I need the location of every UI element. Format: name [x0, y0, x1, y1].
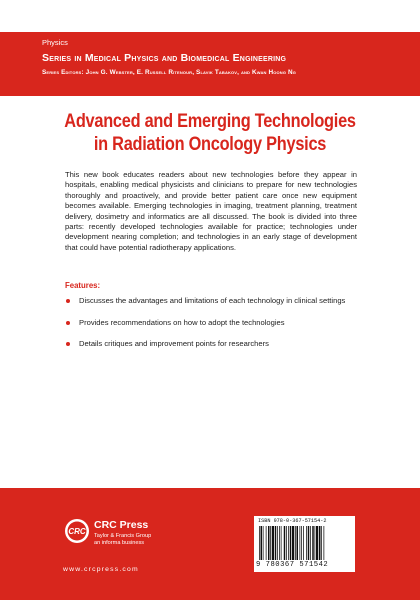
publisher-logo	[64, 516, 212, 564]
feature-item	[66, 339, 269, 348]
barcode-digits: 9 780367 571542	[256, 561, 329, 569]
book-title-line-1: Advanced and Emerging Technologies	[64, 111, 356, 132]
subject-label: Physics	[42, 38, 68, 47]
barcode-icon	[258, 526, 352, 562]
feature-text: Details critiques and improvement points for researchers	[79, 339, 269, 348]
features-heading: Features:	[65, 281, 101, 290]
svg-text:CRC: CRC	[68, 527, 86, 536]
series-editors: Series Editors: John G. Webster, E. Russell Ritenour, Slavik Tabakov, and Kwan Hoong Ng	[42, 69, 297, 76]
publisher-name: CRC Press	[94, 519, 149, 531]
bullet-icon	[66, 321, 70, 325]
series-title: Series in Medical Physics and Biomedical Engineering	[42, 52, 287, 64]
book-title-line-2: in Radiation Oncology Physics	[93, 134, 327, 155]
crc-logo-icon	[64, 518, 90, 544]
publisher-website: www.crcpress.com	[63, 566, 139, 573]
book-description: This new book educates readers about new technologies before they appear in hospitals, enabling medical physicists and clinicians to prepare for new technologies thoroughly and proactively, and provide better patient care once new equipment becomes available. Emerging technologies in imaging, treatment planning, treatment delivery, dosimetry and informatics are all discussed. The book is divided into three parts: recently developed technologies available for practice; technologies under development nearing completion; and technologies in an early stage of development that could have potential radiotherapy applications.	[65, 170, 357, 252]
isbn-label: ISBN 978-0-367-57154-2	[258, 518, 327, 524]
feature-text: Discusses the advantages and limitations of each technology in clinical settings	[79, 296, 346, 305]
publisher-tagline: an informa business	[94, 540, 145, 546]
barcode-panel	[254, 516, 355, 572]
feature-item	[66, 296, 345, 305]
bullet-icon	[66, 342, 70, 346]
feature-item	[66, 318, 285, 327]
bullet-icon	[66, 299, 70, 303]
publisher-group: Taylor & Francis Group	[94, 533, 152, 539]
book-title	[64, 110, 356, 156]
feature-text: Provides recommendations on how to adopt the technologies	[79, 318, 285, 327]
